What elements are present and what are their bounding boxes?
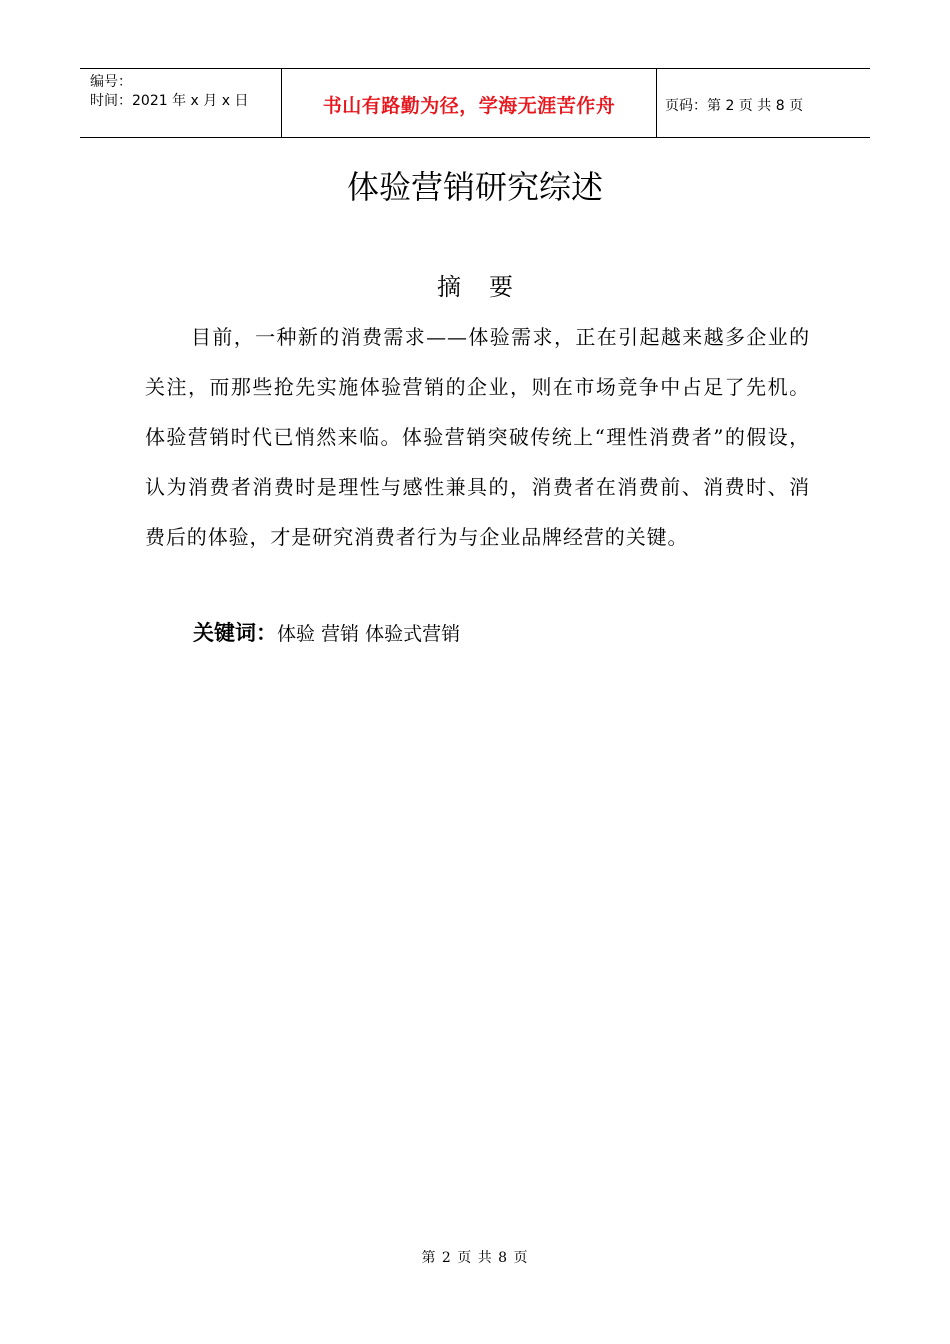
page-header (80, 68, 870, 138)
abstract-heading: 摘要 (437, 273, 541, 301)
header-divider (656, 69, 657, 137)
document-title: 体验营销研究综述 (346, 168, 603, 206)
document-date: 时间：2021 年 x 月 x 日 (90, 93, 249, 109)
header-page-number: 页码：第 2 页 共 8 页 (665, 98, 804, 114)
document-number-label: 编号： (90, 74, 132, 90)
page-footer: 第 2 页 共 8 页 (421, 1250, 529, 1266)
header-meta (90, 73, 248, 111)
abstract-paragraph: 目前，一种新的消费需求——体验需求，正在引起越来越多企业的关注，而那些抢先实施体验营销的企业，则在市场竞争中占足了先机。体验营销时代已悄然来临。体验营销突破传统上“理性消费者”的假设，认为消费者消费时是理性与感性兼具的，消费者在消费前、消费时、消费后的体验，才是研究消费者行为与企业品牌经营的关键。 (145, 325, 810, 549)
keywords-label: 关键词： (193, 621, 277, 645)
keywords-line (193, 617, 460, 647)
keywords-value: 体验 营销 体验式营销 (277, 623, 461, 645)
header-motto: 书山有路勤为径，学海无涯苦作舟 (322, 95, 616, 117)
